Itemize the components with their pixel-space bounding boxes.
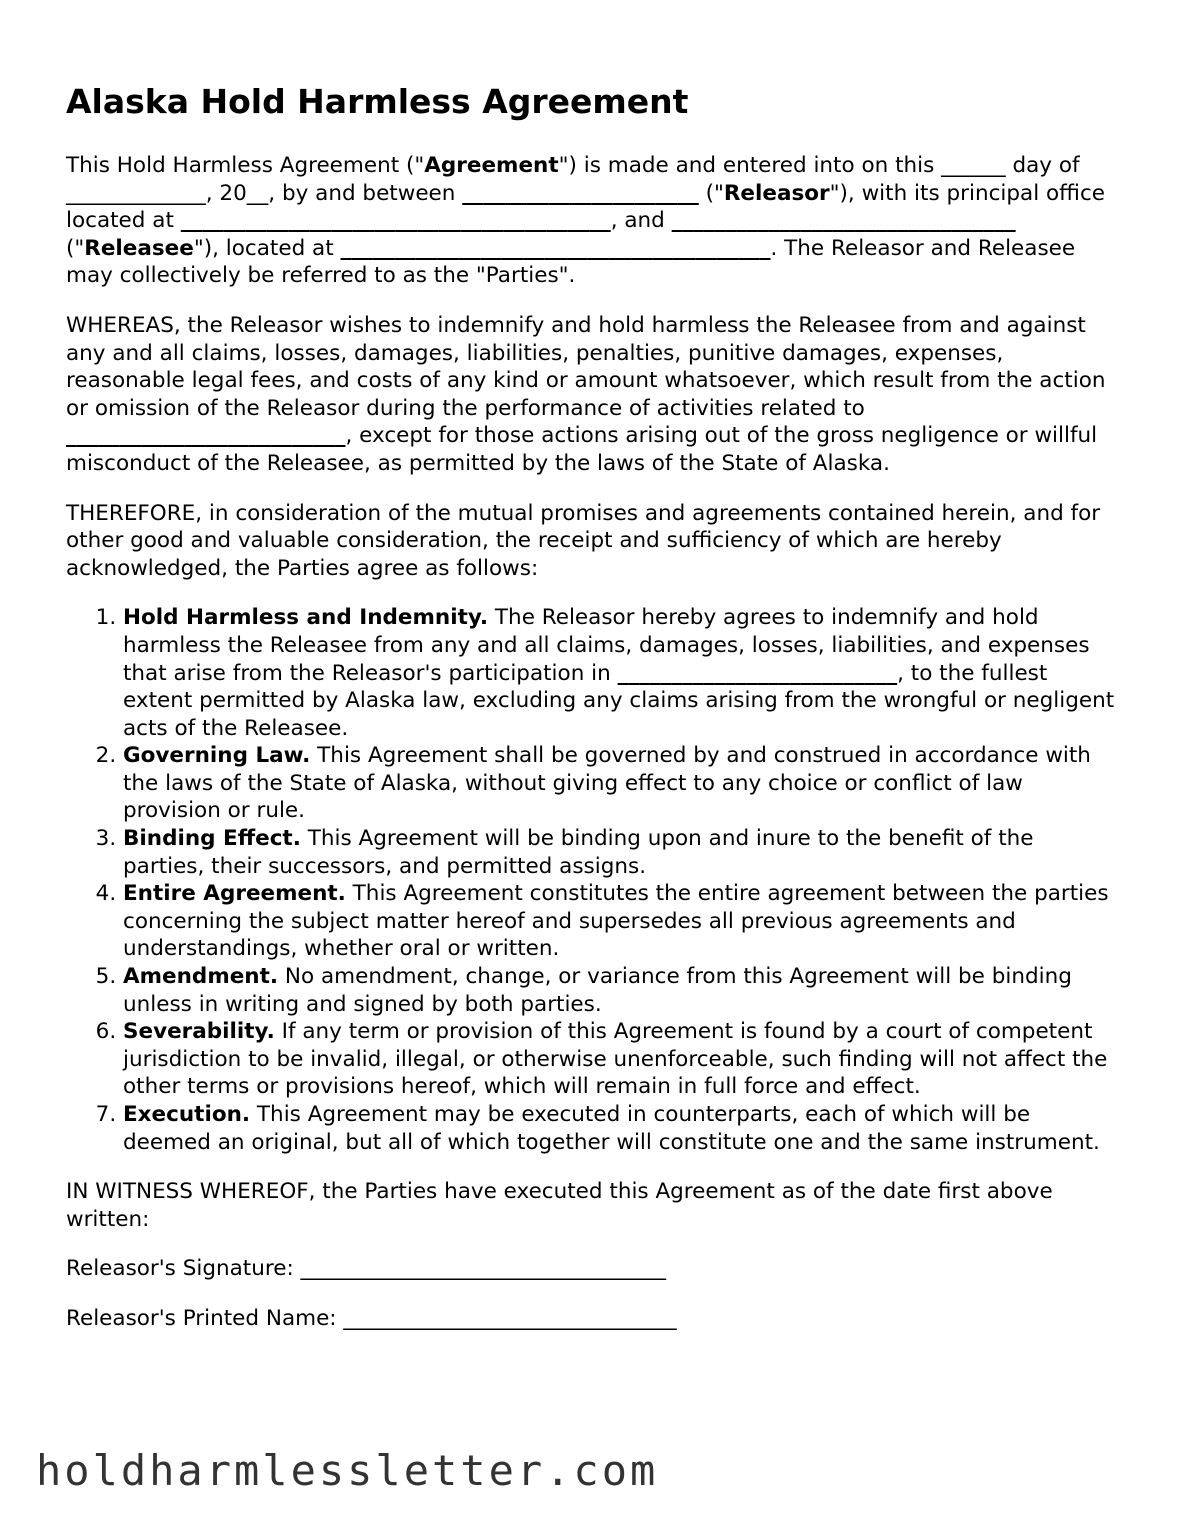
releasor-office-blank[interactable]: ________________________________________ [180,208,611,234]
list-item: 4. Entire Agreement. This Agreement constitutes the entire agreement between the parties concerning the subject matter hereof and supersedes all previous agreements and understandings, whether oral or written. [123,880,1116,963]
releasee-name-blank[interactable]: ________________________________ [671,208,1016,234]
witness-paragraph: IN WITNESS WHEREOF, the Parties have executed this Agreement as of the date first above written: [66,1179,1053,1232]
activities-blank[interactable]: __________________________ [66,423,346,449]
signature-field[interactable]: __________________________________ [300,1256,667,1282]
whereas-paragraph: WHEREAS, the Releasor wishes to indemnify and hold harmless the Releasee from and against any and all claims, losses, damages, liabilities, penalties, punitive damages, expenses, reasonable legal fees, and costs of any kind or amount whatsoever, which result from the action or omission of the Releasor during the performance of activities related to __________________________, except for those actions arising out of the gross negligence or willful misconduct of the Releasee, as permitted by the laws of the State of Alaska. [66,312,1106,476]
list-item: 3. Binding Effect. This Agreement will be binding upon and inure to the benefit of the parties, their successors, and permitted assigns. [123,825,1116,880]
list-item: 5. Amendment. No amendment, change, or variance from this Agreement will be binding unless in writing and signed by both parties. [123,963,1116,1018]
releasor-name-blank[interactable]: ______________________ [462,180,699,206]
list-item: 1. Hold Harmless and Indemnity. The Releasor hereby agrees to indemnify and hold harmless the Releasee from any and all claims, damages, losses, liabilities, and expenses that arise from the Releasor's participation in __________________________, to the fullest extent permitted by Alaska law, excluding any claims arising from the wrongful or negligent acts of the Releasee. [123,604,1116,742]
list-item: 7. Execution. This Agreement may be executed in counterparts, each of which will be deemed an original, but all of which together will constitute one and the same instrument. [123,1101,1116,1156]
therefore-paragraph: THEREFORE, in consideration of the mutual promises and agreements contained herein, and for other good and valuable consideration, the receipt and sufficiency of which are hereby acknowledged, the Parties agree as follows: [66,500,1101,581]
list-item: 6. Severability. If any term or provision of this Agreement is found by a court of competent jurisdiction to be invalid, illegal, or otherwise unenforceable, such finding will not affect the other terms or provisions hereof, which will remain in full force and effect. [123,1018,1116,1101]
releasee-location-blank[interactable]: ________________________________________ [340,235,771,261]
watermark: holdharmlessletter.com [36,1446,659,1495]
intro-paragraph: This Hold Harmless Agreement ("Agreement") is made and entered into on this ______ day of _____________, 20__, by and between ______________________ ("Releasor"), with its principal office located at ________________________________________, and ________________________________ ("Releasee"), located at ________________________________________. The Releasor and Releasee may collectively be referred to as the "Parties". [66,153,1105,289]
document-page [66,80,1116,1355]
page-title: Alaska Hold Harmless Agreement [66,82,689,121]
participation-blank[interactable]: __________________________ [617,660,898,686]
list-item: 2. Governing Law. This Agreement shall be governed by and construed in accordance with the laws of the State of Alaska, without giving effect to any choice or conflict of law provision or rule. [123,742,1116,825]
signature-line: Releasor's Signature: __________________________________ [66,1256,667,1282]
printed-name-field[interactable]: _______________________________ [343,1305,677,1331]
printed-name-line: Releasor's Printed Name: _______________________________ [66,1305,677,1331]
clauses-list [66,604,1116,1156]
